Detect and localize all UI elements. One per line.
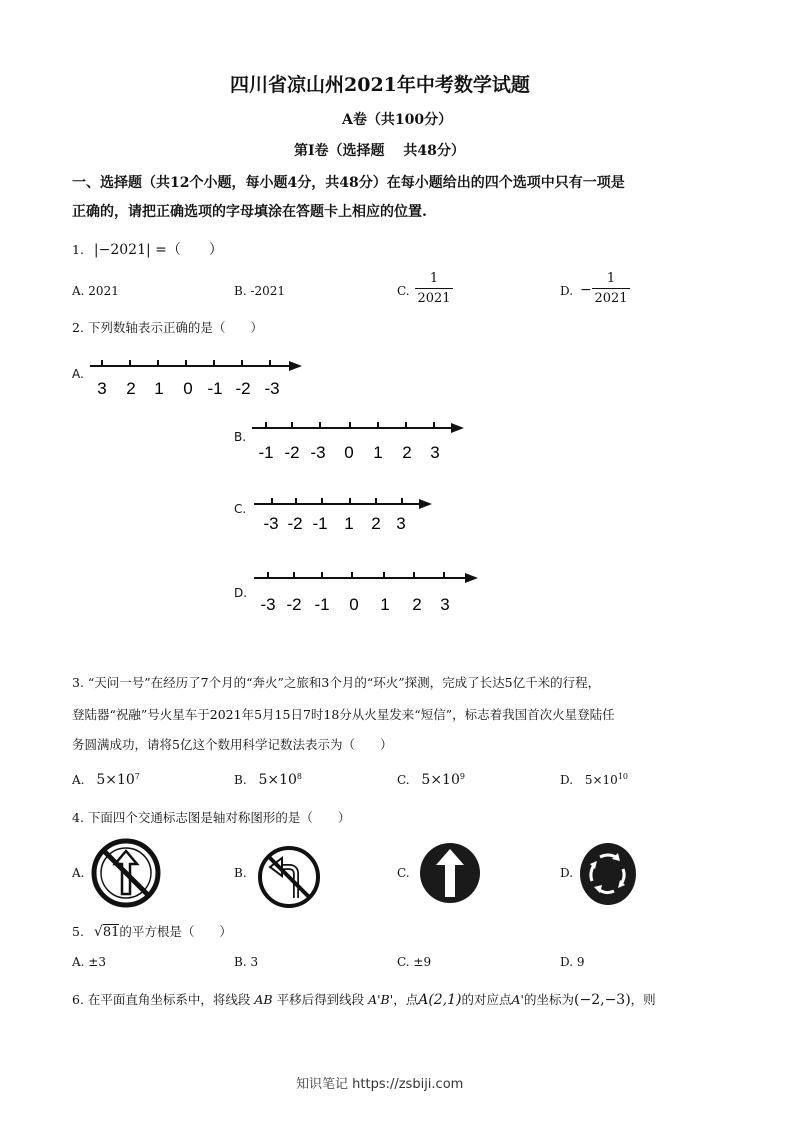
- roundabout-sign-icon: [578, 841, 638, 907]
- q2-option-a-label: A.: [72, 367, 84, 381]
- sqrt-icon: √: [93, 924, 103, 940]
- q4-option-d-label: D.: [560, 866, 574, 880]
- q3-d-exponent: 10: [617, 772, 628, 781]
- question-3-line3: 务圆满成功，请将5亿这个数用科学记数法表示为（ ）: [72, 737, 393, 752]
- tick-label: 2: [371, 514, 381, 533]
- arrow-icon: [465, 573, 478, 583]
- q2-option-c-label: C.: [234, 502, 247, 516]
- question-4: 4. 下面四个交通标志图是轴对称图形的是（ ）: [72, 810, 351, 825]
- question-5-radicand: 81: [102, 925, 120, 940]
- no-straight-ahead-sign-icon: [91, 838, 161, 908]
- q1-d-denominator: 2021: [594, 291, 628, 306]
- question-5-number: 5.: [72, 924, 84, 939]
- q6-part1: 6. 在平面直角坐标系中，将线段: [72, 992, 251, 1007]
- question-1: [72, 239, 223, 259]
- q3-c-label: C.: [397, 773, 410, 787]
- tick-label: 1: [154, 379, 164, 398]
- tick-label: 3: [396, 514, 406, 533]
- q3-a-label: A.: [72, 773, 85, 787]
- q1-c-denominator: 2021: [417, 291, 451, 306]
- q1-option-d-label: D.: [560, 284, 574, 298]
- q6-part2: 平移后得到线段: [276, 992, 365, 1007]
- q1-option-d-fraction: [592, 271, 630, 306]
- q2-option-d-number-line: [252, 570, 482, 618]
- q2-option-c-number-line: [252, 494, 437, 538]
- tick-label: -2: [286, 595, 302, 614]
- q3-c-exponent: 9: [459, 772, 465, 781]
- section-instructions-line1: 一、选择题（共12个小题，每小题4分，共48分）在每小题给出的四个选项中只有一项是: [72, 175, 625, 191]
- q4-option-b-label: B.: [234, 866, 247, 880]
- q6-part5: 的坐标为: [524, 992, 575, 1007]
- question-3-line1: 3. “天问一号”在经历了7个月的“奔火”之旅和3个月的“环火”探测，完成了长达5亿千米的行程，: [72, 675, 601, 690]
- arrow-icon: [451, 423, 464, 433]
- tick-label: -2: [235, 379, 251, 398]
- q3-b-base: 5×10: [258, 772, 297, 788]
- question-1-number: 1.: [72, 242, 84, 257]
- q1-option-d-sign: −: [580, 282, 592, 298]
- q5-option-b: B. 3: [234, 955, 259, 969]
- tick-label: -3: [263, 514, 279, 533]
- q1-option-a: A. 2021: [72, 284, 119, 298]
- tick-label: -1: [207, 379, 223, 398]
- fraction-bar: [415, 288, 453, 289]
- tick-label: 3: [440, 595, 450, 614]
- q3-d-base: 5×10: [584, 773, 618, 787]
- straight-ahead-sign-icon: [418, 841, 482, 905]
- question-5: [72, 922, 232, 940]
- tick-label: 2: [126, 379, 136, 398]
- question-3-line2: 登陆器“祝融”号火星车于2021年5月15日7时18分从火星发来“短信”，标志着我国首次火星登陆任: [72, 707, 615, 722]
- q6-segment-ab: AB: [254, 992, 273, 1007]
- tick-label: -3: [260, 595, 276, 614]
- tick-label: 0: [344, 443, 354, 462]
- fraction-bar: [592, 288, 630, 289]
- tick-label: 2: [412, 595, 422, 614]
- q4-option-c-label: C.: [397, 866, 410, 880]
- q6-coordinate: (−2,−3): [574, 992, 631, 1008]
- tick-label: -1: [312, 514, 328, 533]
- page-title: 四川省凉山州2021年中考数学试题: [230, 74, 530, 96]
- question-1-expression: |−2021| =（ ）: [93, 242, 223, 258]
- q3-b-exponent: 8: [296, 772, 303, 781]
- arrow-icon: [289, 361, 302, 371]
- footer-watermark: 知识笔记 https://zsbiji.com: [296, 1077, 464, 1092]
- q3-b-label: B.: [234, 773, 247, 787]
- q5-option-d: D. 9: [560, 955, 585, 969]
- q3-a-exponent: 7: [134, 772, 140, 781]
- tick-label: -1: [314, 595, 330, 614]
- arrow-icon: [419, 499, 432, 509]
- section-instructions-line2: 正确的，请把正确选项的字母填涂在答题卡上相应的位置.: [72, 204, 427, 220]
- paper-volume-1: 第I卷（选择题 共48分）: [294, 143, 465, 159]
- tick-label: -3: [264, 379, 280, 398]
- tick-label: 1: [344, 514, 354, 533]
- q3-option-d: [560, 772, 628, 787]
- tick-label: 3: [97, 379, 107, 398]
- q6-part6: ，则: [630, 992, 656, 1007]
- q3-option-a: [72, 772, 140, 788]
- q1-option-c-fraction: [415, 271, 453, 306]
- q3-d-label: D.: [560, 773, 574, 787]
- q6-segment-ab-prime: A'B': [368, 992, 394, 1007]
- paper-part-a: [342, 109, 452, 129]
- no-left-turn-sign-icon: [256, 844, 322, 910]
- q3-option-b: [234, 772, 302, 788]
- q6-point-a: A(2,1): [418, 992, 462, 1008]
- q5-option-a: A. ±3: [72, 955, 106, 969]
- q1-option-c-label: C.: [397, 284, 410, 298]
- q1-option-b: B. -2021: [234, 284, 286, 298]
- q4-option-a-label: A.: [72, 866, 85, 880]
- tick-label: 0: [183, 379, 193, 398]
- tick-label: 0: [349, 595, 359, 614]
- tick-label: 2: [402, 443, 412, 462]
- q3-a-base: 5×10: [96, 772, 135, 788]
- tick-label: -3: [310, 443, 326, 462]
- q1-c-numerator: 1: [429, 271, 439, 286]
- q6-point-a-prime: A': [511, 992, 524, 1007]
- q2-option-d-label: D.: [234, 586, 248, 600]
- tick-label: 1: [373, 443, 383, 462]
- q6-part4: 的对应点: [461, 992, 512, 1007]
- tick-label: 3: [430, 443, 440, 462]
- question-6: [72, 990, 656, 1008]
- q3-c-base: 5×10: [421, 772, 460, 788]
- q3-option-c: [397, 772, 465, 788]
- q5-option-c: C. ±9: [397, 955, 432, 969]
- q2-option-b-label: B.: [234, 430, 247, 444]
- q6-part3: ，点: [393, 992, 419, 1007]
- question-2: 2. 下列数轴表示正确的是（ ）: [72, 320, 263, 335]
- tick-label: 1: [380, 595, 390, 614]
- question-5-text: 的平方根是（ ）: [119, 924, 232, 939]
- q2-option-b-number-line: [250, 420, 470, 464]
- tick-label: -2: [284, 443, 300, 462]
- tick-label: -1: [258, 443, 274, 462]
- paper-part-a-label: A卷（共100分）: [342, 112, 453, 128]
- q1-d-numerator: 1: [606, 271, 616, 286]
- tick-label: -2: [287, 514, 303, 533]
- q2-option-a-number-line: [88, 356, 308, 400]
